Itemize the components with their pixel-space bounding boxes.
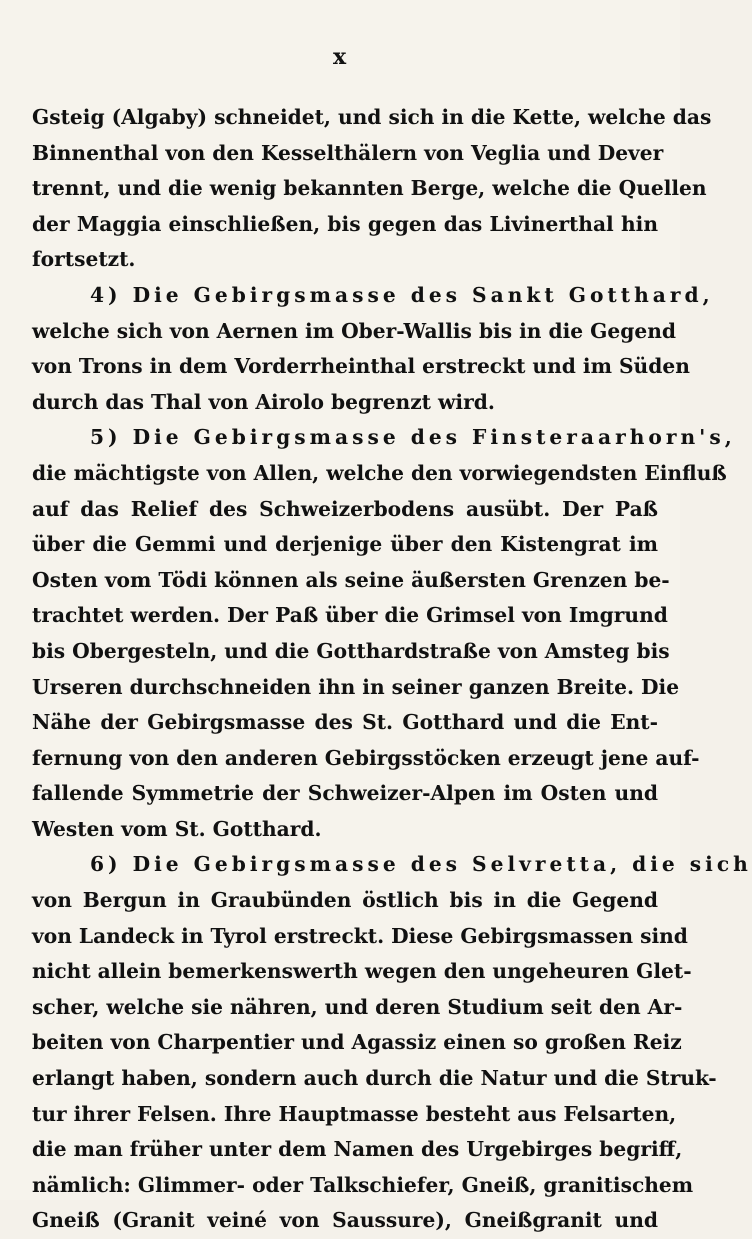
text-line: die mächtigste von Allen, welche den vorwiegendsten Einfluß [32, 460, 727, 485]
text-line: welche sich von Aernen im Ober-Wallis bis in die Gegend [32, 318, 676, 343]
text-line: nämlich: Glimmer- oder Talkschiefer, Gneiß, granitischem [32, 1172, 694, 1197]
text-line: fernung von den anderen Gebirgsstöcken erzeugt jene auf- [32, 745, 700, 770]
text-line: Osten vom Tödi können als seine äußersten Grenzen be- [32, 567, 670, 592]
text-line: fallende Symmetrie der Schweizer-Alpen im Osten und [32, 781, 658, 806]
text-line: bis Obergesteln, und die Gotthardstraße von Amsteg bis [32, 638, 670, 663]
text-line: Urseren durchschneiden ihn in seiner ganzen Breite. Die [32, 674, 680, 699]
text-line: trennt, und die wenig bekannten Berge, welche die Quellen [32, 176, 707, 201]
text-line: der Maggia einschließen, bis gegen das Livinerthal hin [32, 211, 658, 236]
text-line: Westen vom St. Gotthard. [32, 816, 322, 841]
text-line: Gsteig (Algaby) schneidet, und sich in die Kette, welche das [32, 105, 712, 129]
text-line: von Trons in dem Vorderrheinthal erstreckt und im Süden [32, 354, 690, 379]
text-line: durch das Thal von Airolo begrenzt wird. [32, 389, 495, 414]
text-line: Nähe der Gebirgsmasse des St. Gotthard und die Ent- [32, 710, 658, 735]
text-line: erlangt haben, sondern auch durch die Natur und die Struk- [32, 1066, 717, 1091]
text-line: Binnenthal von den Kesselthälern von Veglia und Dever [32, 140, 664, 165]
text-line: nicht allein bemerkenswerth wegen den ungeheuren Glet- [32, 959, 692, 984]
text-line: von Bergun in Graubünden östlich bis in die Gegend [32, 888, 658, 913]
text-line: von Landeck in Tyrol erstreckt. Diese Gebirgsmassen sind [32, 923, 688, 948]
text-line: Gneiß (Granit veiné von Saussure), Gneißgranit und [32, 1208, 658, 1233]
text-line: scher, welche sie nähren, und deren Studium seit den Ar- [32, 994, 683, 1019]
section-heading-5: 5) Die Gebirgsmasse des Finsteraarhorn's, [90, 425, 736, 450]
text-line: tur ihrer Felsen. Ihre Hauptmasse besteht aus Felsarten, [32, 1101, 677, 1126]
section-heading-4: 4) Die Gebirgsmasse des Sankt Gotthard, [90, 282, 714, 307]
text-line: fortsetzt. [32, 247, 136, 272]
page-number: x [332, 44, 348, 70]
page-body-text [32, 100, 752, 1239]
section-heading-6: 6) Die Gebirgsmasse des Selvretta, die sich [90, 852, 752, 877]
text-line: auf das Relief des Schweizerbodens ausübt. Der Paß [32, 496, 658, 521]
text-line: die man früher unter dem Namen des Urgebirges begriff, [32, 1137, 683, 1162]
text-line: trachtet werden. Der Paß über die Grimsel von Imgrund [32, 603, 668, 628]
text-line: beiten von Charpentier und Agassiz einen so großen Reiz [32, 1030, 682, 1055]
text-line: über die Gemmi und derjenige über den Kistengrat im [32, 532, 658, 557]
